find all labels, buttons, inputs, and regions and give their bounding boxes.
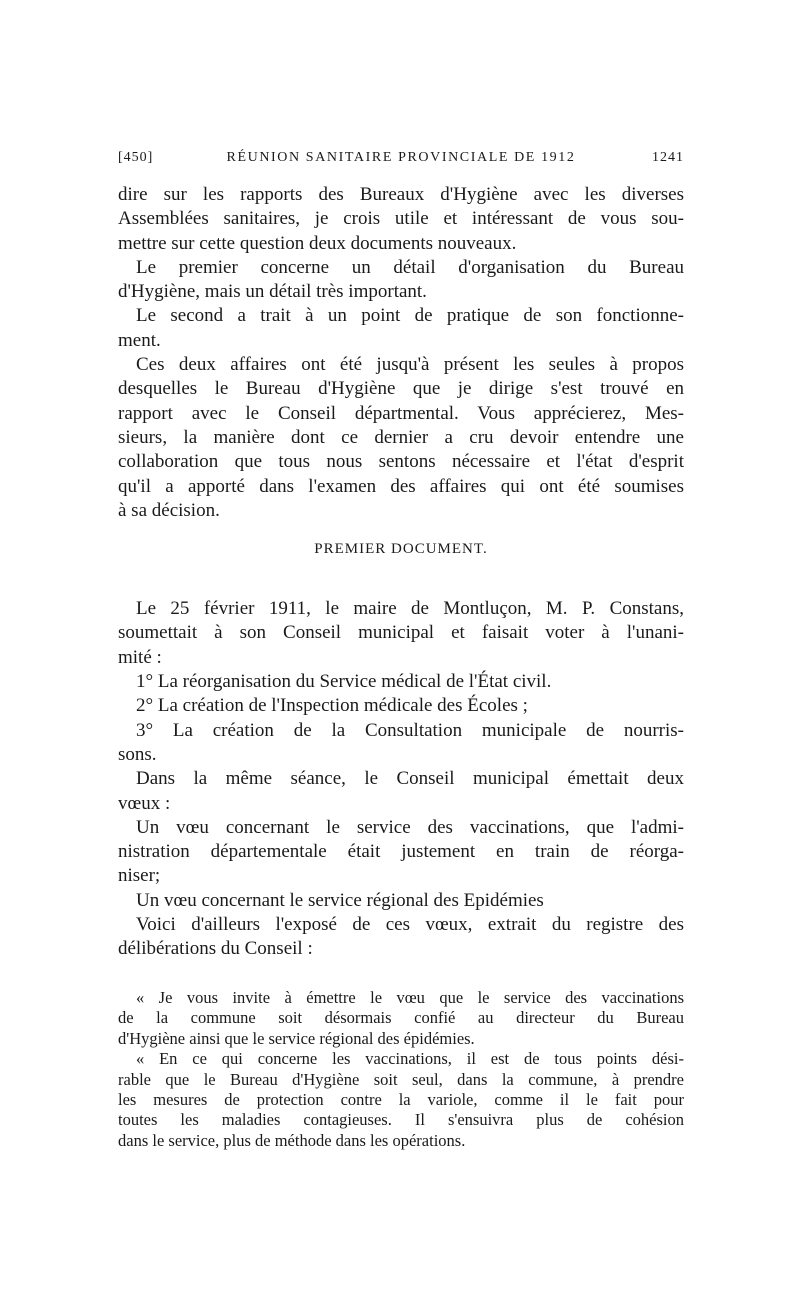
- text-line: niser;: [118, 865, 161, 887]
- text-line: dire sur les rapports des Bureaux d'Hygiène avec les diverses: [118, 184, 684, 205]
- text-line: à sa décision.: [118, 499, 220, 521]
- text-line: rapport avec le Conseil départmental. Vous apprécierez, Mes-: [118, 402, 684, 424]
- text-line: desquelles le Bureau d'Hygiène que je dirige s'est trouvé en: [118, 378, 684, 400]
- text-line: soumettait à son Conseil municipal et faisait voter à l'unani-: [118, 622, 684, 644]
- text-line: Un vœu concernant le service régional des Epidémies: [136, 889, 544, 911]
- text-line: 3° La création de la Consultation municipale de nourris-: [136, 719, 684, 741]
- text-line: d'Hygiène ainsi que le service régional des épidémies.: [118, 1028, 475, 1048]
- paragraph: [118, 353, 684, 523]
- text-line: les mesures de protection contre la variole, comme il le fait pour: [118, 1089, 684, 1109]
- paragraph: [118, 913, 684, 962]
- text-line: ment.: [118, 329, 161, 351]
- paragraph: [118, 988, 684, 1049]
- text-line: Un vœu concernant le service des vaccinations, que l'admi-: [136, 816, 684, 838]
- paragraph: [118, 183, 684, 256]
- text-line: Dans la même séance, le Conseil municipal émettait deux: [136, 768, 684, 790]
- paragraph: [118, 694, 684, 718]
- text-line: Assemblées sanitaires, je crois utile et intéressant de vous sou-: [118, 208, 684, 230]
- text-line: délibérations du Conseil :: [118, 938, 313, 960]
- page-number: 1241: [652, 150, 684, 165]
- text-line: sons.: [118, 743, 157, 765]
- text-line: mité :: [118, 646, 162, 668]
- text-line: « En ce qui concerne les vaccinations, il est de tous points dési-: [136, 1049, 684, 1069]
- running-head: [118, 150, 684, 170]
- heading-spacer: [118, 583, 684, 597]
- quoted-deliberation: [118, 988, 684, 1151]
- text-line: sieurs, la manière dont ce dernier a cru devoir entendre une: [118, 426, 684, 448]
- bracket-page-number: [450]: [118, 150, 154, 165]
- paragraph: [118, 816, 684, 889]
- body-text: [118, 183, 684, 962]
- text-line: Le premier concerne un détail d'organisation du Bureau: [136, 256, 684, 278]
- text-line: 2° La création de l'Inspection médicale des Écoles ;: [136, 695, 528, 717]
- paragraph: [118, 719, 684, 768]
- text-line: 1° La réorganisation du Service médical de l'État civil.: [136, 671, 552, 693]
- text-line: Le second a trait à un point de pratique de son fonctionne-: [136, 305, 684, 327]
- text-line: toutes les maladies contagieuses. Il s'ensuivra plus de cohésion: [118, 1110, 684, 1130]
- text-line: d'Hygiène, mais un détail très important.: [118, 281, 427, 303]
- intro-section: [118, 183, 684, 523]
- text-line: rable que le Bureau d'Hygiène soit seul, dans la commune, à prendre: [118, 1069, 684, 1089]
- text-line: dans le service, plus de méthode dans les opérations.: [118, 1130, 466, 1150]
- paragraph: [118, 304, 684, 353]
- text-line: Ces deux affaires ont été jusqu'à présent les seules à propos: [136, 354, 684, 376]
- paragraph: [118, 767, 684, 816]
- text-line: mettre sur cette question deux documents nouveaux.: [118, 232, 517, 254]
- paragraph: [118, 670, 684, 694]
- text-line: « Je vous invite à émettre le vœu que le service des vaccinations: [136, 988, 684, 1007]
- text-line: collaboration que tous nous sentons nécessaire et l'état d'esprit: [118, 451, 684, 473]
- text-line: qu'il a apporté dans l'examen des affaires qui ont été soumises: [118, 475, 684, 497]
- text-line: Voici d'ailleurs l'exposé de ces vœux, extrait du registre des: [136, 914, 684, 936]
- paragraph: [118, 1049, 684, 1151]
- text-line: nistration départementale était justement en train de réorga-: [118, 841, 684, 863]
- paragraph: [118, 889, 684, 913]
- main-section: [118, 597, 684, 961]
- paragraph: [118, 597, 684, 670]
- text-line: vœux :: [118, 792, 171, 814]
- running-title: RÉUNION SANITAIRE PROVINCIALE DE 1912: [226, 150, 576, 165]
- section-heading: PREMIER DOCUMENT.: [314, 541, 488, 558]
- text-line: de la commune soit désormais confié au directeur du Bureau: [118, 1008, 684, 1028]
- paragraph: [118, 256, 684, 305]
- text-line: Le 25 février 1911, le maire de Montluçon, M. P. Constans,: [136, 598, 684, 620]
